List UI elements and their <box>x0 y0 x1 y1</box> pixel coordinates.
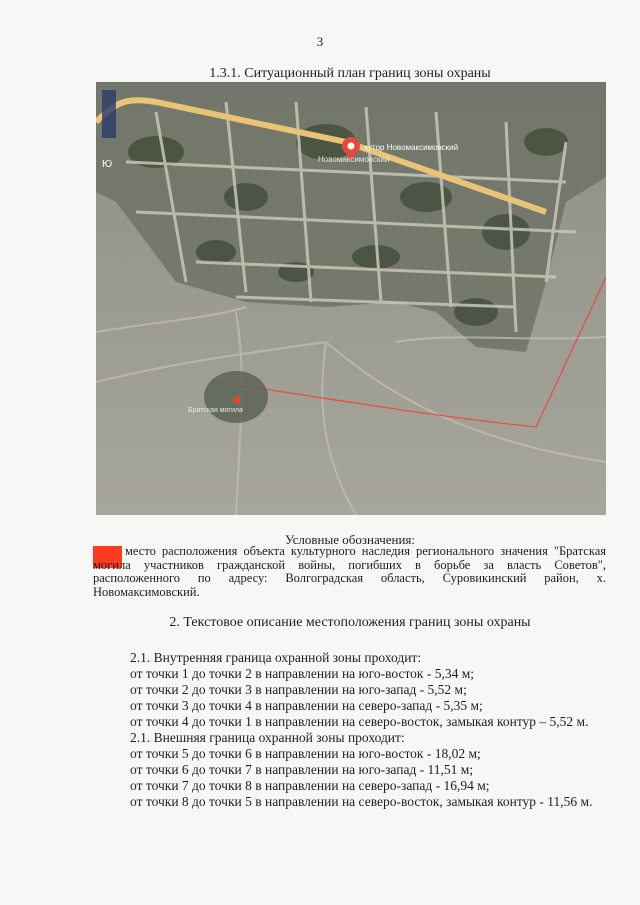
legend-title: Условные обозначения: <box>284 532 416 547</box>
boundary-description <box>90 650 606 810</box>
inner-boundary-heading: 2.1. Внутренняя граница охранной зоны проходит: <box>130 650 422 665</box>
object-label: Братская могила <box>188 407 243 414</box>
map-pin-label: хутор Новомаксимовский <box>364 143 459 152</box>
plan-title: 1.3.1. Ситуационный план границ зоны охраны <box>209 66 491 81</box>
outer-closing-line: от точки 8 до точки 5 в направлении на северо-восток, замыкая контур - 11,56 м. <box>130 794 593 809</box>
village-label: Новомаксимовский <box>318 155 390 164</box>
satellite-map-image <box>96 82 606 515</box>
outer-line-3: от точки 7 до точки 8 в направлении на северо-запад - 16,94 м; <box>130 778 490 793</box>
inner-line-3: от точки 3 до точки 4 в направлении на северо-запад - 5,35 м; <box>130 698 483 713</box>
legend-description: место расположения объекта культурного наследия регионального значения "Братская могила участников гражданской войны, погибших в борьбе за власть Советов", расположенного по адресу: Волгоградская область, Суровикинский район, х. Новомаксимовский. <box>93 544 606 599</box>
situational-map <box>96 82 606 515</box>
monument-marker <box>234 397 240 403</box>
inner-line-2: от точки 2 до точки 3 в направлении на юго-запад - 5,52 м; <box>130 682 467 697</box>
inner-closing-line: от точки 4 до точки 1 в направлении на северо-восток, замыкая контур – 5,52 м. <box>130 714 589 729</box>
outer-line-1: от точки 5 до точки 6 в направлении на юго-восток - 18,02 м; <box>130 746 481 761</box>
section-title: 2. Текстовое описание местоположения границ зоны охраны <box>169 615 531 630</box>
side-label: Ю <box>102 159 113 170</box>
outer-line-2: от точки 6 до точки 7 в направлении на юго-запад - 11,51 м; <box>130 762 474 777</box>
inner-line-1: от точки 1 до точки 2 в направлении на юго-восток - 5,34 м; <box>130 666 475 681</box>
outer-boundary-heading: 2.1. Внешняя граница охранной зоны проходит: <box>130 730 405 745</box>
page-number: 3 <box>316 34 324 49</box>
